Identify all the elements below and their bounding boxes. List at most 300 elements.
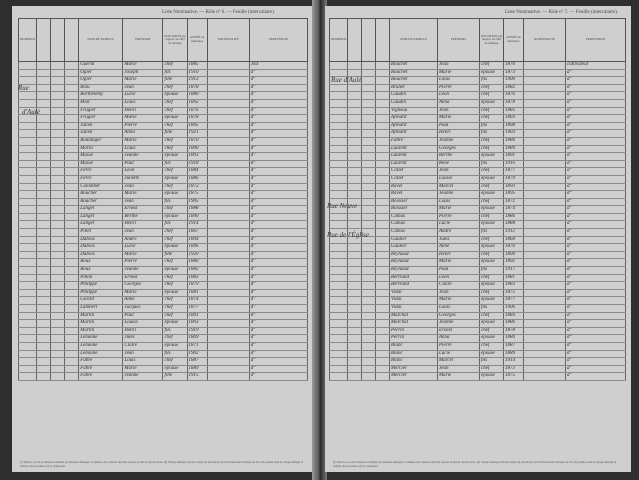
table-cell bbox=[376, 365, 390, 373]
table-cell: 1914 bbox=[504, 358, 524, 366]
table-cell bbox=[362, 130, 376, 138]
table-cell: 1885 bbox=[187, 62, 207, 70]
table-cell: Guérin bbox=[79, 62, 123, 70]
table-cell: chef bbox=[480, 107, 504, 115]
table-cell: épouse bbox=[480, 153, 504, 161]
table-cell bbox=[37, 221, 51, 229]
table-cell: fils bbox=[480, 267, 504, 275]
table-cell: d° bbox=[566, 221, 626, 229]
table-row bbox=[19, 168, 308, 176]
table-cell: d° bbox=[566, 297, 626, 305]
table-cell: d° bbox=[566, 267, 626, 275]
table-cell: Jean bbox=[123, 183, 163, 191]
table-cell bbox=[362, 115, 376, 123]
table-cell bbox=[207, 282, 249, 290]
table-cell bbox=[37, 327, 51, 335]
table-cell: d° bbox=[566, 259, 626, 267]
table-cell bbox=[330, 305, 348, 313]
table-cell: Louis bbox=[438, 305, 480, 313]
table-cell bbox=[51, 236, 65, 244]
table-cell bbox=[362, 267, 376, 275]
table-cell bbox=[348, 305, 362, 313]
table-cell: Jules bbox=[438, 236, 480, 244]
table-cell: Mercier bbox=[390, 373, 438, 381]
table-cell: fils bbox=[480, 122, 504, 130]
table-cell: 1872 bbox=[187, 183, 207, 191]
table-cell bbox=[207, 198, 249, 206]
table-cell: 1916 bbox=[504, 160, 524, 168]
table-cell bbox=[207, 350, 249, 358]
table-row bbox=[330, 99, 626, 107]
table-cell: chef bbox=[163, 145, 187, 153]
table-row bbox=[19, 130, 308, 138]
table-row bbox=[19, 84, 308, 92]
table-cell bbox=[65, 62, 79, 70]
table-cell: d° bbox=[249, 130, 307, 138]
table-cell: Marie bbox=[123, 77, 163, 85]
table-cell: Léon bbox=[438, 92, 480, 100]
table-cell bbox=[65, 115, 79, 123]
table-row bbox=[330, 320, 626, 328]
table-cell bbox=[348, 259, 362, 267]
table-row bbox=[330, 282, 626, 290]
table-cell: chef bbox=[163, 62, 187, 70]
table-cell bbox=[207, 229, 249, 237]
table-cell: Pierre bbox=[438, 213, 480, 221]
table-cell: chef bbox=[163, 229, 187, 237]
table-cell bbox=[362, 122, 376, 130]
table-cell: Frugier bbox=[79, 115, 123, 123]
table-cell: épouse bbox=[480, 221, 504, 229]
right-column-header: PRÉNOMS bbox=[438, 19, 480, 62]
table-row bbox=[19, 99, 308, 107]
table-cell: Léon bbox=[123, 168, 163, 176]
table-cell: Lambert bbox=[79, 305, 123, 313]
table-cell bbox=[330, 160, 348, 168]
table-cell: Miot bbox=[79, 99, 123, 107]
table-cell bbox=[19, 137, 37, 145]
table-row bbox=[330, 342, 626, 350]
table-cell bbox=[207, 92, 249, 100]
table-cell: Pierre bbox=[438, 342, 480, 350]
table-row bbox=[330, 236, 626, 244]
table-cell bbox=[524, 259, 566, 267]
table-cell: Dubois bbox=[79, 251, 123, 259]
table-cell bbox=[376, 99, 390, 107]
table-cell: 1887 bbox=[504, 342, 524, 350]
table-cell bbox=[348, 92, 362, 100]
table-cell: chef bbox=[163, 312, 187, 320]
table-cell bbox=[19, 183, 37, 191]
table-cell bbox=[51, 267, 65, 275]
table-row bbox=[330, 274, 626, 282]
table-cell bbox=[330, 342, 348, 350]
table-cell bbox=[376, 358, 390, 366]
table-row bbox=[330, 130, 626, 138]
table-cell bbox=[524, 244, 566, 252]
table-cell: Perrin bbox=[390, 335, 438, 343]
table-cell bbox=[51, 62, 65, 70]
table-cell: Reynaud bbox=[390, 259, 438, 267]
table-cell: 1877 bbox=[504, 168, 524, 176]
table-cell: 1881 bbox=[504, 274, 524, 282]
table-cell: Jean bbox=[123, 229, 163, 237]
table-cell bbox=[362, 305, 376, 313]
table-cell bbox=[330, 99, 348, 107]
table-cell: épouse bbox=[480, 335, 504, 343]
table-cell bbox=[51, 259, 65, 267]
table-cell bbox=[19, 267, 37, 275]
table-cell bbox=[51, 122, 65, 130]
table-cell: d° bbox=[249, 267, 307, 275]
table-cell: d° bbox=[566, 251, 626, 259]
table-cell: 1878 bbox=[504, 327, 524, 335]
table-cell bbox=[362, 221, 376, 229]
table-cell: 1879 bbox=[504, 175, 524, 183]
table-cell bbox=[362, 107, 376, 115]
table-cell: épouse bbox=[163, 175, 187, 183]
table-cell: Marie bbox=[438, 206, 480, 214]
table-cell: 1873 bbox=[504, 365, 524, 373]
table-cell: 1896 bbox=[187, 244, 207, 252]
table-cell: chef bbox=[480, 342, 504, 350]
table-cell bbox=[376, 168, 390, 176]
table-cell: Bertrand bbox=[390, 282, 438, 290]
table-cell bbox=[376, 122, 390, 130]
table-cell: d° bbox=[566, 206, 626, 214]
right-page-header: Liste Nominative. — Rôle nº 7. — Feuille (intercalaire). bbox=[505, 10, 619, 15]
table-cell bbox=[376, 289, 390, 297]
table-cell bbox=[362, 168, 376, 176]
table-cell bbox=[65, 373, 79, 381]
left-column-header bbox=[51, 19, 65, 62]
table-cell bbox=[207, 365, 249, 373]
table-row bbox=[19, 145, 308, 153]
table-cell bbox=[19, 206, 37, 214]
table-cell bbox=[37, 267, 51, 275]
table-cell: épouse bbox=[480, 69, 504, 77]
table-cell bbox=[362, 312, 376, 320]
table-cell: épouse bbox=[480, 259, 504, 267]
table-cell bbox=[330, 350, 348, 358]
table-cell: épouse bbox=[480, 175, 504, 183]
table-row bbox=[19, 229, 308, 237]
table-cell bbox=[37, 297, 51, 305]
table-cell bbox=[362, 145, 376, 153]
table-cell: 1918 bbox=[187, 160, 207, 168]
table-cell: Paul bbox=[438, 267, 480, 275]
table-cell bbox=[51, 213, 65, 221]
table-cell: Marie bbox=[438, 373, 480, 381]
table-cell: Henri bbox=[123, 221, 163, 229]
table-cell: Gaudin bbox=[390, 99, 438, 107]
table-cell: Julien bbox=[79, 130, 123, 138]
table-cell bbox=[37, 274, 51, 282]
table-cell: Ravel bbox=[390, 191, 438, 199]
table-cell bbox=[376, 229, 390, 237]
table-row bbox=[19, 365, 308, 373]
table-cell: d° bbox=[249, 259, 307, 267]
table-cell bbox=[65, 69, 79, 77]
table-cell bbox=[376, 213, 390, 221]
table-cell bbox=[65, 160, 79, 168]
table-row bbox=[19, 312, 308, 320]
table-cell bbox=[362, 84, 376, 92]
table-cell: Louis bbox=[123, 145, 163, 153]
table-cell: épouse bbox=[480, 191, 504, 199]
table-cell bbox=[330, 84, 348, 92]
table-cell bbox=[348, 373, 362, 381]
table-cell: Fabre bbox=[79, 358, 123, 366]
table-cell bbox=[362, 342, 376, 350]
table-cell: Marcel bbox=[438, 183, 480, 191]
table-cell bbox=[207, 107, 249, 115]
table-cell: Marie bbox=[123, 251, 163, 259]
table-cell bbox=[19, 69, 37, 77]
table-cell bbox=[376, 297, 390, 305]
table-cell bbox=[37, 145, 51, 153]
table-row bbox=[19, 153, 308, 161]
table-cell bbox=[207, 84, 249, 92]
table-cell: Jnd bbox=[249, 62, 307, 70]
table-cell bbox=[19, 153, 37, 161]
table-row bbox=[19, 221, 308, 229]
table-cell bbox=[330, 312, 348, 320]
table-cell bbox=[524, 335, 566, 343]
left-column-header: PRÉNOMS bbox=[123, 19, 163, 62]
table-cell: chef bbox=[163, 274, 187, 282]
table-row bbox=[330, 153, 626, 161]
table-row bbox=[330, 289, 626, 297]
table-cell bbox=[362, 160, 376, 168]
table-cell bbox=[65, 259, 79, 267]
table-cell: épouse bbox=[163, 365, 187, 373]
table-cell: Jeanne bbox=[123, 267, 163, 275]
table-cell bbox=[19, 342, 37, 350]
table-cell bbox=[51, 160, 65, 168]
table-cell bbox=[376, 327, 390, 335]
table-cell: épouse bbox=[480, 244, 504, 252]
table-cell: Jean bbox=[438, 168, 480, 176]
table-cell: épouse bbox=[163, 267, 187, 275]
left-column-header: ANNÉE de naissance bbox=[187, 19, 207, 62]
table-cell: d° bbox=[249, 358, 307, 366]
table-cell: chef bbox=[480, 137, 504, 145]
table-cell bbox=[51, 77, 65, 85]
table-cell: 1883 bbox=[504, 282, 524, 290]
table-cell bbox=[524, 99, 566, 107]
table-cell bbox=[362, 327, 376, 335]
table-row bbox=[330, 206, 626, 214]
table-cell bbox=[207, 183, 249, 191]
table-cell: Paul bbox=[438, 122, 480, 130]
table-cell: chef bbox=[480, 236, 504, 244]
table-cell: d° bbox=[249, 221, 307, 229]
table-cell bbox=[65, 244, 79, 252]
left-table-header-row bbox=[19, 19, 308, 62]
table-cell: André bbox=[438, 229, 480, 237]
table-cell: 1912 bbox=[504, 229, 524, 237]
table-cell: 1893 bbox=[187, 320, 207, 328]
table-cell: Henri bbox=[438, 251, 480, 259]
table-cell bbox=[330, 358, 348, 366]
table-cell: Jeanne bbox=[438, 191, 480, 199]
table-cell bbox=[51, 221, 65, 229]
table-cell bbox=[51, 335, 65, 343]
left-column-header: NUMÉROS bbox=[19, 19, 37, 62]
table-cell: d° bbox=[566, 320, 626, 328]
table-cell: Boissier bbox=[390, 198, 438, 206]
right-column-header bbox=[348, 19, 362, 62]
table-cell: 1906 bbox=[504, 305, 524, 313]
table-cell bbox=[348, 244, 362, 252]
table-row bbox=[19, 213, 308, 221]
table-cell bbox=[524, 213, 566, 221]
table-row bbox=[19, 350, 308, 358]
table-cell bbox=[65, 289, 79, 297]
table-cell bbox=[37, 305, 51, 313]
table-cell bbox=[207, 99, 249, 107]
table-cell bbox=[37, 213, 51, 221]
table-cell: Dubois bbox=[79, 244, 123, 252]
table-cell: Lucie bbox=[438, 221, 480, 229]
table-row bbox=[330, 168, 626, 176]
table-cell bbox=[362, 289, 376, 297]
table-cell: Henri bbox=[438, 130, 480, 138]
table-cell: cultivateur bbox=[566, 62, 626, 70]
table-row bbox=[19, 251, 308, 259]
table-cell bbox=[348, 297, 362, 305]
table-cell: Louise bbox=[438, 175, 480, 183]
table-cell: 1882 bbox=[504, 84, 524, 92]
table-cell bbox=[51, 99, 65, 107]
table-cell: d° bbox=[566, 107, 626, 115]
right-register-table bbox=[329, 18, 626, 381]
table-cell bbox=[207, 213, 249, 221]
table-cell bbox=[51, 153, 65, 161]
table-row bbox=[19, 92, 308, 100]
table-cell: Bouchet bbox=[79, 191, 123, 199]
table-cell: Marie bbox=[123, 62, 163, 70]
table-cell: Anna bbox=[438, 335, 480, 343]
table-cell bbox=[51, 320, 65, 328]
table-cell bbox=[37, 244, 51, 252]
table-row bbox=[19, 191, 308, 199]
table-cell bbox=[51, 358, 65, 366]
table-cell: d° bbox=[566, 213, 626, 221]
table-cell: 1886 bbox=[187, 175, 207, 183]
table-cell bbox=[65, 342, 79, 350]
table-cell: chef bbox=[163, 297, 187, 305]
table-cell bbox=[51, 69, 65, 77]
table-cell bbox=[207, 191, 249, 199]
table-row bbox=[330, 84, 626, 92]
table-cell: d° bbox=[566, 365, 626, 373]
table-cell: Georges bbox=[438, 312, 480, 320]
table-cell bbox=[362, 350, 376, 358]
table-cell bbox=[207, 335, 249, 343]
table-cell bbox=[330, 92, 348, 100]
table-cell: Laurent bbox=[390, 153, 438, 161]
right-column-header bbox=[362, 19, 376, 62]
table-cell: chef bbox=[163, 137, 187, 145]
table-cell bbox=[19, 191, 37, 199]
table-cell: d° bbox=[566, 137, 626, 145]
table-row bbox=[330, 305, 626, 313]
table-cell: d° bbox=[249, 289, 307, 297]
table-cell: chef bbox=[480, 145, 504, 153]
table-cell: Julien bbox=[79, 122, 123, 130]
table-cell bbox=[19, 99, 37, 107]
table-cell: Langet bbox=[79, 206, 123, 214]
table-cell: 1887 bbox=[187, 358, 207, 366]
table-cell: d° bbox=[249, 236, 307, 244]
left-column-header: PROFESSION bbox=[249, 19, 307, 62]
table-cell: chef bbox=[480, 115, 504, 123]
table-cell: Juliette bbox=[123, 175, 163, 183]
table-cell: Blanc bbox=[390, 358, 438, 366]
table-cell bbox=[207, 244, 249, 252]
table-cell bbox=[362, 77, 376, 85]
table-cell: épouse bbox=[163, 213, 187, 221]
table-cell: épouse bbox=[163, 320, 187, 328]
table-cell bbox=[376, 198, 390, 206]
table-cell bbox=[376, 130, 390, 138]
table-cell: 1889 bbox=[504, 145, 524, 153]
table-cell: fille bbox=[163, 130, 187, 138]
table-cell: Bouchet bbox=[390, 69, 438, 77]
table-cell bbox=[348, 153, 362, 161]
table-cell: fille bbox=[163, 373, 187, 381]
table-cell: 1886 bbox=[504, 213, 524, 221]
table-row bbox=[19, 206, 308, 214]
table-cell bbox=[207, 160, 249, 168]
table-cell: 1872 bbox=[504, 198, 524, 206]
table-cell bbox=[37, 373, 51, 381]
table-cell bbox=[348, 160, 362, 168]
table-cell bbox=[524, 160, 566, 168]
table-row bbox=[19, 289, 308, 297]
table-row bbox=[19, 69, 308, 77]
table-cell bbox=[51, 251, 65, 259]
table-cell: d° bbox=[566, 327, 626, 335]
table-cell bbox=[524, 251, 566, 259]
table-cell bbox=[207, 153, 249, 161]
table-cell: chef bbox=[163, 206, 187, 214]
table-row bbox=[330, 122, 626, 130]
table-cell bbox=[524, 221, 566, 229]
table-row bbox=[19, 183, 308, 191]
table-cell bbox=[376, 137, 390, 145]
table-cell: Louis bbox=[123, 358, 163, 366]
table-cell bbox=[376, 320, 390, 328]
table-row bbox=[330, 335, 626, 343]
table-cell: d° bbox=[566, 69, 626, 77]
table-row bbox=[330, 115, 626, 123]
table-row bbox=[330, 62, 626, 70]
table-cell bbox=[330, 274, 348, 282]
table-row bbox=[330, 191, 626, 199]
table-cell: épouse bbox=[480, 297, 504, 305]
table-cell: Lemoine bbox=[79, 350, 123, 358]
left-street-label-1: Rue bbox=[18, 84, 29, 92]
table-cell bbox=[376, 92, 390, 100]
table-cell: Ferré bbox=[79, 168, 123, 176]
table-cell bbox=[19, 274, 37, 282]
table-cell bbox=[207, 342, 249, 350]
table-cell bbox=[37, 62, 51, 70]
table-cell: Lucie bbox=[123, 244, 163, 252]
